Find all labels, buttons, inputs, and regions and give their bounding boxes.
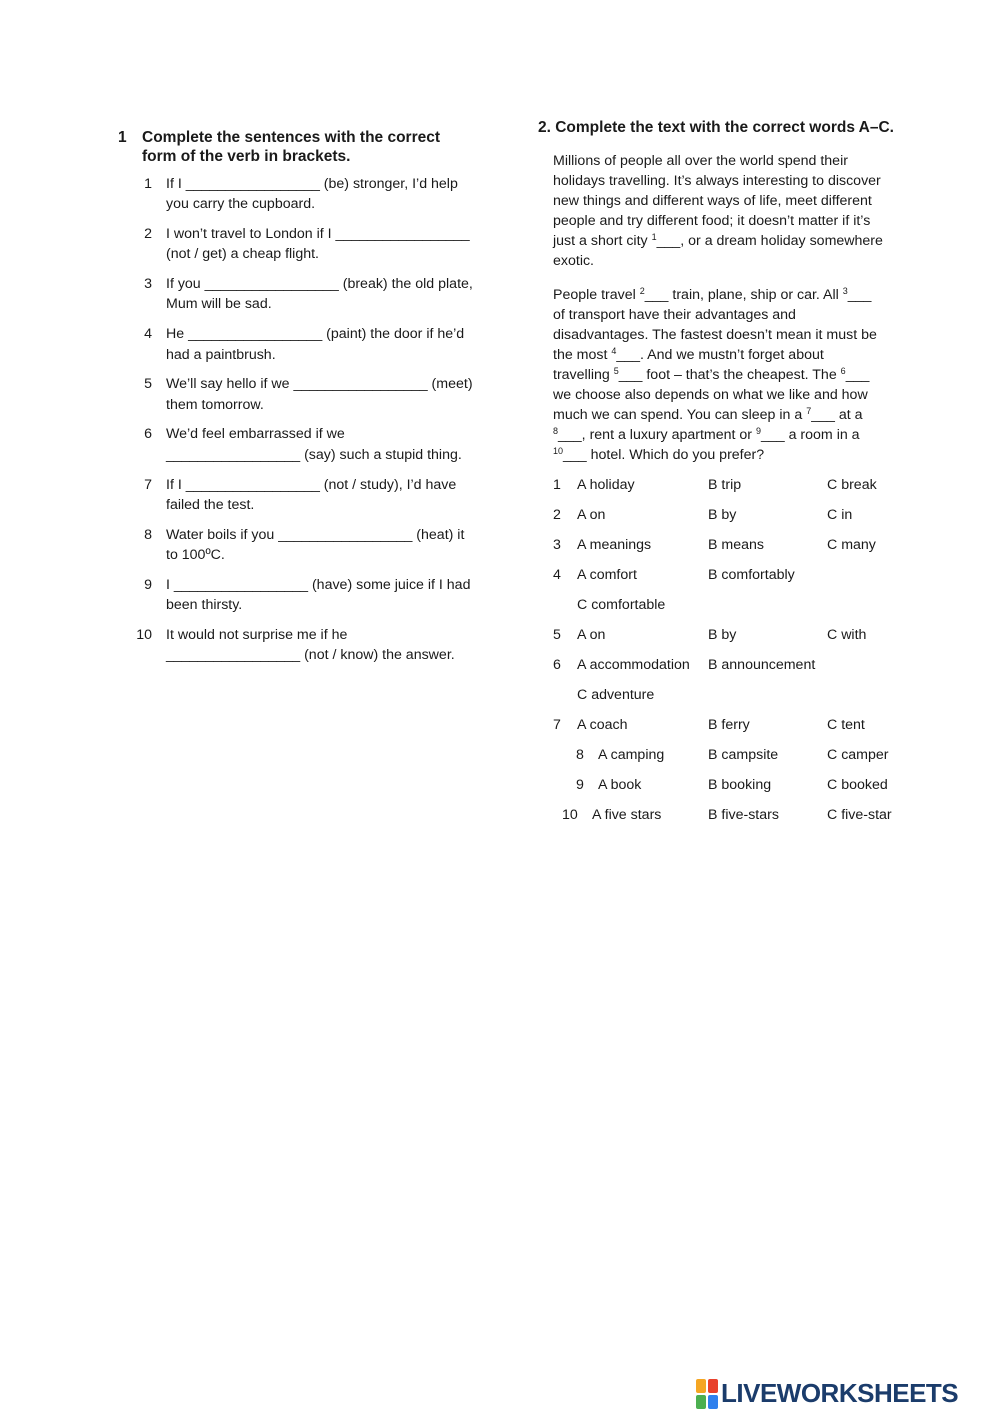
option-row [553,805,908,835]
option-number: 3 [553,537,561,554]
option-number: 8 [576,747,584,764]
paragraph-text: ___ train, plane, ship or car. All [644,287,843,304]
option-c: C tent [827,717,865,734]
option-b: B five-stars [708,807,779,824]
section-1-list [118,174,478,665]
option-row [553,745,908,775]
section-1-title: Complete the sentences with the correct form of the verb in brackets. [142,129,441,165]
logo-icon [696,1379,718,1409]
liveworksheets-logo [696,1378,958,1409]
text-paragraph-2 [553,285,883,465]
option-row [553,475,908,505]
option-row [553,505,908,535]
gap-number: 1 [651,232,657,243]
gap-number: 8 [553,426,559,437]
logo-text: LIVEWORKSHEETS [721,1378,959,1408]
option-a: A five stars [592,807,662,824]
option-b: B by [708,627,737,644]
section-2-title: 2. Complete the text with the correct words A–C. [538,119,894,136]
option-a: A meanings [577,537,652,554]
item-text: If I _________________ (be) stronger, I’d help you carry the cupboard. [166,176,458,213]
option-row [553,565,908,595]
option-a: A accommodation [577,657,690,674]
option-b: B comfortably [708,567,795,584]
item-number: 9 [144,576,152,593]
option-number: 7 [553,717,561,734]
section-1-number: 1 [118,129,127,146]
item-number: 7 [144,476,152,493]
option-c: C comfortable [577,597,666,614]
option-row [553,775,908,805]
list-item [118,274,478,315]
option-a: A holiday [577,477,635,494]
paragraph-text: ___ foot – that’s the cheapest. The [618,367,841,384]
option-number: 5 [553,627,561,644]
option-a: A coach [577,717,628,734]
option-row [553,655,908,685]
option-b: B trip [708,477,742,494]
option-a: A camping [598,747,665,764]
option-a: A comfort [577,567,637,584]
item-text: I won’t travel to London if I _________________ (not / get) a cheap flight. [166,226,470,263]
option-number: 6 [553,657,561,674]
item-number: 1 [144,176,152,192]
option-c: C booked [827,777,888,794]
item-text: If you _________________ (break) the old plate, Mum will be sad. [166,276,473,313]
option-b: B by [708,507,737,524]
paragraph-text: Millions of people all over the world spend their holidays travelling. It’s always interesting to discover new things and different ways of life, meet different people and try different food; it doesn’t matter if it’s just a short city [553,153,881,250]
option-c: C in [827,507,853,524]
paragraph-text: ___, or a dream holiday somewhere exotic. [553,233,883,270]
list-item [118,424,478,465]
list-item [118,625,478,666]
gap-number: 9 [755,426,761,437]
gap-number: 6 [840,366,846,377]
gap-number: 3 [842,286,848,297]
gap-number: 10 [553,446,564,457]
option-c: C many [827,537,876,554]
paragraph-text: ___ hotel. Which do you prefer? [563,447,765,464]
paragraph-text: People travel [553,287,640,304]
option-c: C camper [827,747,889,764]
list-item [118,525,478,566]
list-item [118,475,478,516]
item-number: 3 [144,276,152,293]
item-number: 8 [144,526,152,543]
option-number: 4 [553,567,561,584]
logo-square-2 [708,1379,718,1393]
item-number: 2 [144,226,152,243]
option-b: B campsite [708,747,779,764]
item-text: I _________________ (have) some juice if I had been thirsty. [166,576,471,614]
option-b: B means [708,537,764,554]
item-number: 5 [144,376,152,393]
option-number: 1 [553,477,561,494]
section-1 [118,128,478,675]
paragraph-text: ___. And we mustn’t forget about travelling [553,347,824,384]
gap-number: 7 [806,406,812,417]
option-number: 9 [576,777,584,794]
list-item [118,575,478,616]
gap-number: 5 [613,366,619,377]
paragraph-text: ___ of transport have their advantages and disadvantages. The fastest doesn’t mean it must be the most [553,287,877,364]
paragraph-text: ___, rent a luxury apartment or [558,427,756,444]
option-row [553,715,908,745]
option-c: C five-star [827,807,892,824]
gap-number: 2 [639,286,645,297]
option-number: 10 [562,807,578,824]
option-a: A on [577,627,606,644]
option-b: B announcement [708,657,816,674]
logo-square-3 [696,1395,706,1409]
logo-square-4 [708,1395,718,1409]
text-paragraph-1 [553,151,883,271]
option-c: C with [827,627,867,644]
item-text: If I _________________ (not / study), I’d have failed the test. [166,476,457,513]
section-1-heading [118,128,478,166]
logo-square-1 [696,1379,706,1393]
section-2 [538,118,908,835]
option-row [553,535,908,565]
option-row [553,625,908,655]
list-item [118,174,478,215]
paragraph-text: ___ at a [811,407,863,424]
option-c: C break [827,477,877,494]
item-number: 10 [136,626,152,643]
option-row-wrap [553,595,908,625]
item-number: 6 [144,426,152,443]
list-item [118,324,478,365]
option-row-wrap [553,685,908,715]
item-text: It would not surprise me if he _________________ (not / know) the answer. [166,626,455,664]
item-number: 4 [144,326,152,343]
item-text: We’d feel embarrassed if we _________________ (say) such a stupid thing. [166,426,462,463]
gap-number: 4 [611,346,617,357]
list-item [118,374,478,415]
option-b: B booking [708,777,772,794]
option-b: B ferry [708,717,750,734]
item-text: We’ll say hello if we _________________ (meet) them tomorrow. [166,376,473,413]
option-number: 2 [553,507,561,524]
option-a: A book [598,777,642,794]
list-item [118,224,478,265]
option-a: A on [577,507,606,524]
answer-options [553,475,908,835]
item-text: He _________________ (paint) the door if he’d had a paintbrush. [166,326,465,363]
paragraph-text: ___ a room in a [760,427,860,444]
paragraph-text: ___ we choose also depends on what we like and how much we can spend. You can sleep in a [553,367,870,424]
item-text: Water boils if you _________________ (heat) it to 100ºC. [166,526,465,563]
option-c: C adventure [577,687,655,704]
